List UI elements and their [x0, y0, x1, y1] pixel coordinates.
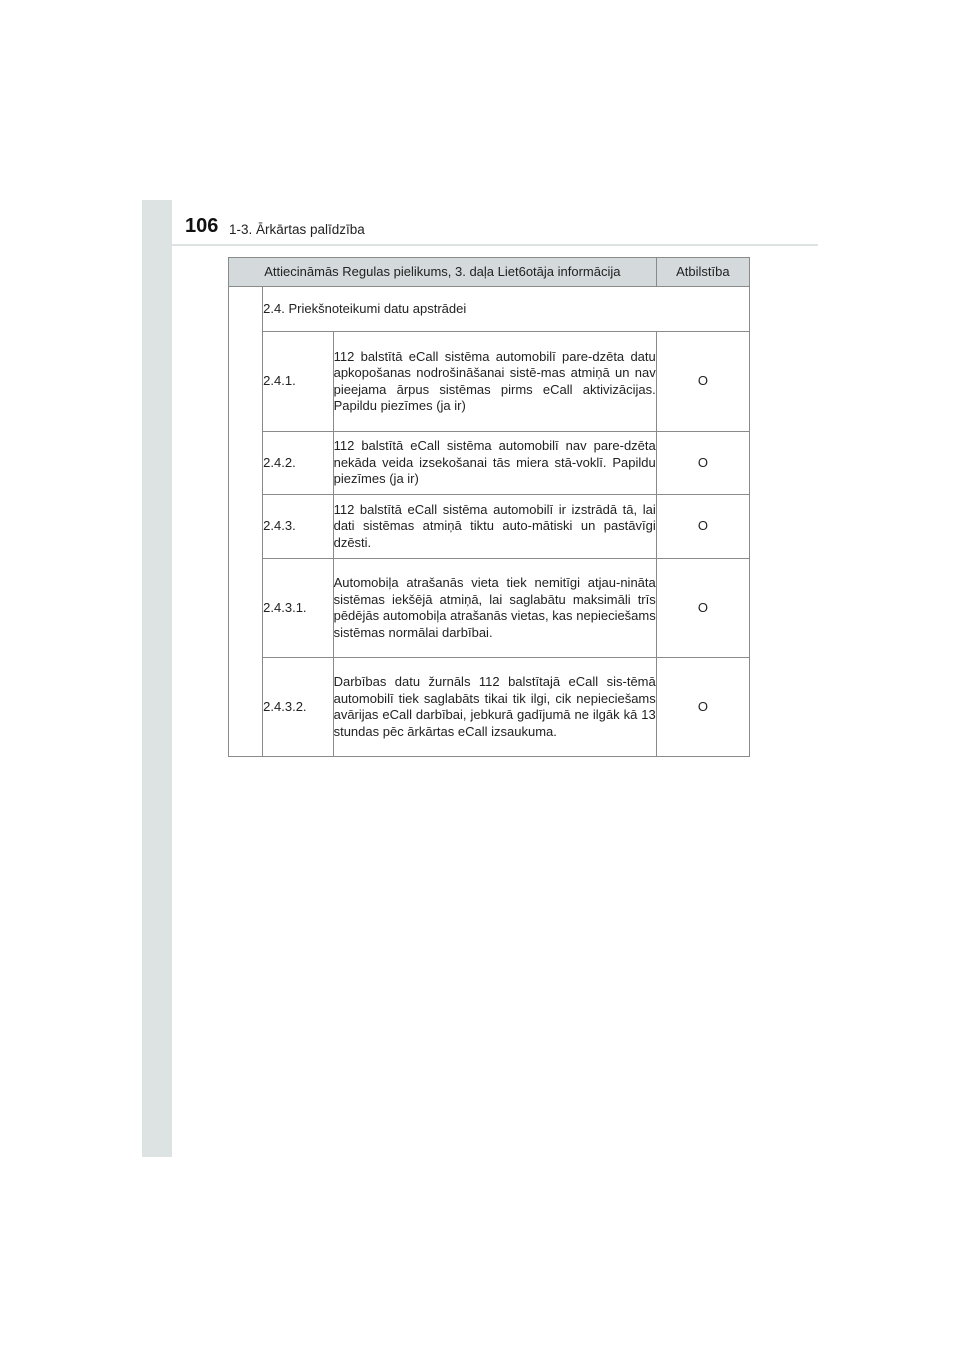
row-text: 112 balstītā eCall sistēma automobilī ir izstrādā tā, lai dati sistēmas atmiņā tiktu auto-mātiski un pastāvīgi dzēsti.	[333, 495, 656, 559]
row-text: 112 balstītā eCall sistēma automobilī nav pare-dzēta nekāda veida izsekošanai tās miera stā-voklī. Papildu piezīmes (ja ir)	[333, 432, 656, 495]
header-rule	[172, 244, 818, 246]
indent-cell	[229, 287, 263, 757]
row-conformity: O	[656, 559, 749, 658]
side-bar	[142, 200, 172, 1157]
row-conformity: O	[656, 495, 749, 559]
row-text: Automobiļa atrašanās vieta tiek nemitīgi atjau-nināta sistēmas iekšējā atmiņā, lai saglabātu maksimāli trīs pēdējās automobiļa atrašanās vietas, kas nepieciešams sistēmas normālai darbībai.	[333, 559, 656, 658]
table-row	[229, 332, 750, 432]
row-number: 2.4.3.2.	[263, 658, 333, 757]
row-number: 2.4.3.	[263, 495, 333, 559]
row-number: 2.4.2.	[263, 432, 333, 495]
group-title: 2.4. Priekšnoteikumi datu apstrādei	[263, 287, 750, 332]
row-number: 2.4.3.1.	[263, 559, 333, 658]
page-number: 106	[185, 215, 219, 237]
table-row	[229, 495, 750, 559]
requirements-table	[228, 257, 750, 757]
header-conformity: Atbilstība	[656, 258, 749, 287]
table-row	[229, 432, 750, 495]
row-number: 2.4.1.	[263, 332, 333, 432]
table-row	[229, 559, 750, 658]
header-info: Attiecināmās Regulas pielikums, 3. daļa Liet6otāja informācija	[229, 258, 657, 287]
section-title: 1-3. Ārkārtas palīdzība	[229, 222, 365, 237]
row-conformity: O	[656, 658, 749, 757]
row-conformity: O	[656, 332, 749, 432]
row-text: 112 balstītā eCall sistēma automobilī pare-dzēta datu apkopošanas nodrošināšanai sistē-mas atmiņā un nav pieejama ārpus sistēmas pirms eCall aktivizācijas. Papildu piezīmes (ja ir)	[333, 332, 656, 432]
table-header-row	[229, 258, 750, 287]
row-conformity: O	[656, 432, 749, 495]
table-row	[229, 658, 750, 757]
row-text: Darbības datu žurnāls 112 balstītajā eCall sis-tēmā automobilī tiek saglabāts tikai tik ilgi, cik nepieciešams avārijas eCall darbībai, jebkurā gadījumā ne ilgāk kā 13 stundas pēc ārkārtas eCall izsaukuma.	[333, 658, 656, 757]
group-row	[229, 287, 750, 332]
